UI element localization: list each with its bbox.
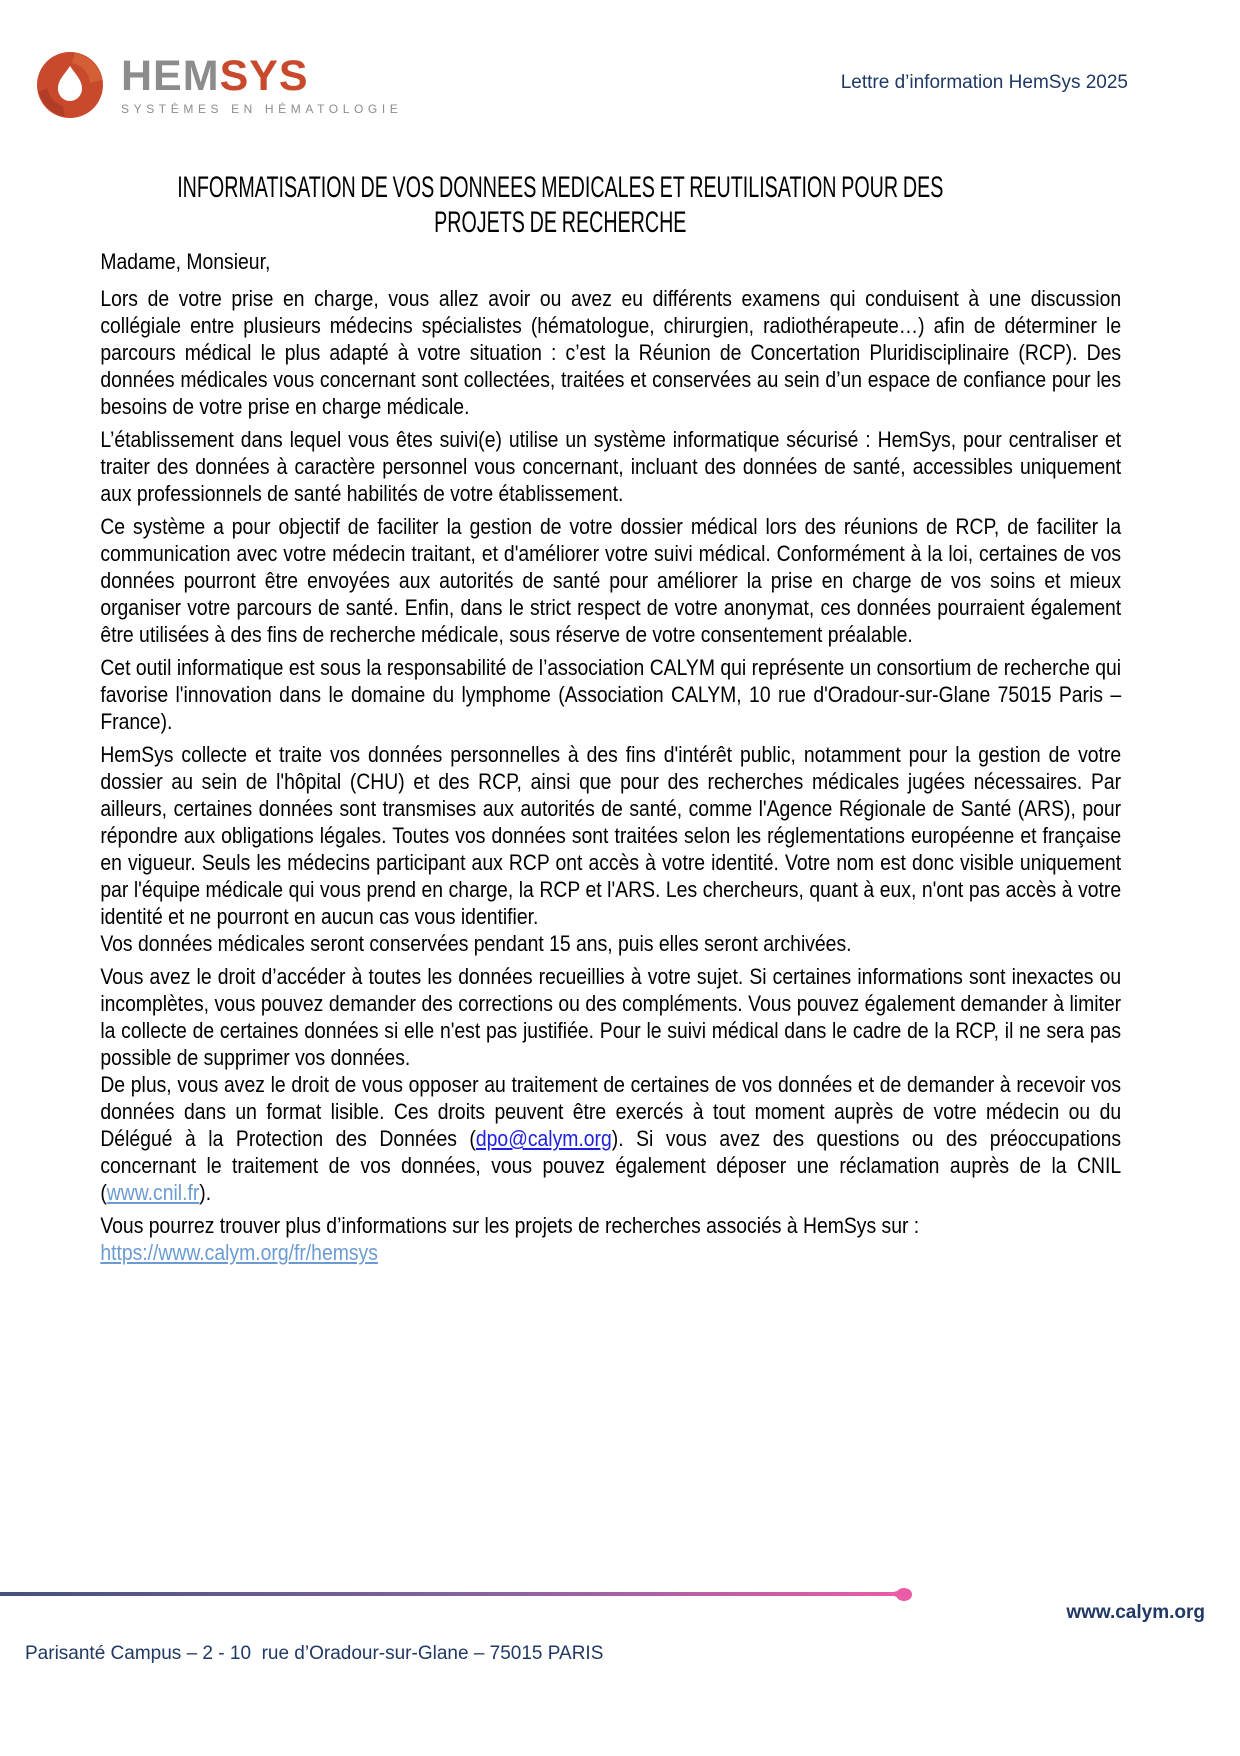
brand-hem: HEM xyxy=(121,52,220,100)
paragraphs xyxy=(100,285,1121,1266)
calym-hemsys-link[interactable]: https://www.calym.org/fr/hemsys xyxy=(100,1240,378,1265)
footer-address: Parisanté Campus – 2 - 10 rue d’Oradour-sur-Glane – 75015 PARIS xyxy=(25,1643,604,1664)
salutation: Madame, Monsieur, xyxy=(100,249,271,274)
paragraph-text: Cet outil informatique est sous la responsabilité de l’association CALYM qui représente un consortium de recherche qui favorise l'innovation dans le domaine du lymphome (Association CALYM, 10 rue d'Oradour-sur-Glane 75015 Paris – France). xyxy=(100,655,1122,734)
paragraph-text: Vous pourrez trouver plus d’informations sur les projets de recherches associés à HemSys sur : xyxy=(100,1213,920,1238)
paragraph-text: Ce système a pour objectif de faciliter la gestion de votre dossier médical lors des réunions de RCP, de faciliter la communication avec votre médecin traitant, et d'améliorer votre suivi médical. Conformément à la loi, certaines de vos données pourront être envoyées aux autorités de santé pour améliorer la prise en charge de vos soins et mieux organiser votre parcours de santé. Enfin, dans le strict respect de votre anonymat, ces données pourraient également être utilisées à des fins de recherche médicale, sous réserve de votre consentement préalable. xyxy=(100,514,1122,647)
brand-wordmark xyxy=(121,52,402,100)
title-line-1: INFORMATISATION DE VOS DONNEES MEDICALES ET REUTILISATION POUR DES xyxy=(177,171,944,204)
paragraph-text: Lors de votre prise en charge, vous allez avoir ou avez eu différents examens qui conduisent à une discussion collégiale entre plusieurs médecins spécialistes (hématologue, chirurgien, radiothérapeute…) afin de déterminer le parcours médical le plus adapté à votre situation : c’est la Réunion de Concertation Pluridisciplinaire (RCP). Des données médicales vous concernant sont collectées, traitées et conservées au sein d’un espace de confiance pour les besoins de votre prise en charge médicale. xyxy=(100,286,1122,419)
paragraph xyxy=(100,513,1121,648)
brand-sys: SYS xyxy=(219,52,309,100)
paragraph-text: De plus, vous avez le droit de vous opposer au traitement de certaines de vos données et de demander à recevoir vos données dans un format lisible. Ces droits peuvent être exercés à tout moment auprès de votre médecin ou du Délégué à la Protection des Données ( xyxy=(100,1072,1122,1151)
paragraph xyxy=(100,426,1121,507)
footer-divider-dot xyxy=(896,1588,912,1601)
footer-website: www.calym.org xyxy=(1066,1602,1205,1623)
cnil-link[interactable]: www.cnil.fr xyxy=(106,1180,200,1205)
title-line-2: PROJETS DE RECHERCHE xyxy=(434,206,687,239)
paragraph xyxy=(100,963,1121,1206)
blood-drop-icon xyxy=(35,50,105,120)
paragraph xyxy=(100,654,1121,735)
paragraph-text: Vous avez le droit d’accéder à toutes les données recueillies à votre sujet. Si certaines informations sont inexactes ou incomplètes, vous pouvez demander des corrections ou des compléments. Vous pouvez également demander à limiter la collecte de certaines données si elle n'est pas justifiée. Pour le suivi médical dans le cadre de la RCP, il ne sera pas possible de supprimer vos données. xyxy=(100,964,1122,1070)
paragraph xyxy=(100,285,1121,420)
paragraph xyxy=(100,741,1121,957)
page-title xyxy=(0,170,1121,240)
hemsys-logo xyxy=(35,50,402,120)
paragraph-text: HemSys collecte et traite vos données personnelles à des fins d'intérêt public, notamment pour la gestion de votre dossier au sein de l'hôpital (CHU) et des RCP, ainsi que pour des recherches médicales jugées nécessaires. Par ailleurs, certaines données sont transmises aux autorités de santé, comme l'Agence Régionale de Santé (ARS), pour répondre aux obligations légales. Toutes vos données sont traitées selon les réglementations européenne et française en vigueur. Seuls les médecins participant aux RCP ont accès à votre identité. Votre nom est donc visible uniquement par l'équipe médicale qui vous prend en charge, la RCP et l'ARS. Les chercheurs, quant à eux, n'ont pas accès à votre identité et ne pourront en aucun cas vous identifier. xyxy=(100,742,1122,929)
footer-divider-line xyxy=(0,1592,905,1596)
paragraph-text: ). Si vous avez des questions ou des préoccupations concernant le traitement de vos données, vous pouvez également déposer une réclamation auprès de la CNIL ( xyxy=(100,1126,1122,1205)
doc-ref-label: Lettre d’information HemSys 2025 xyxy=(840,72,1128,93)
brand-tagline: SYSTÈMES EN HÉMATOLOGIE xyxy=(121,102,403,116)
letter-body xyxy=(0,248,1240,1272)
dpo-email-link[interactable]: dpo@calym.org xyxy=(475,1126,612,1151)
brand-text xyxy=(121,50,402,116)
paragraph-text: ). xyxy=(199,1180,212,1205)
paragraph xyxy=(100,1212,1121,1266)
paragraph-text: Vos données médicales seront conservées pendant 15 ans, puis elles seront archivées. xyxy=(100,931,852,956)
paragraph-text: L’établissement dans lequel vous êtes suivi(e) utilise un système informatique sécurisé : HemSys, pour centraliser et traiter des données à caractère personnel vous concernant, incluant des données de santé, accessibles uniquement aux professionnels de santé habilités de votre établissement. xyxy=(100,427,1122,506)
